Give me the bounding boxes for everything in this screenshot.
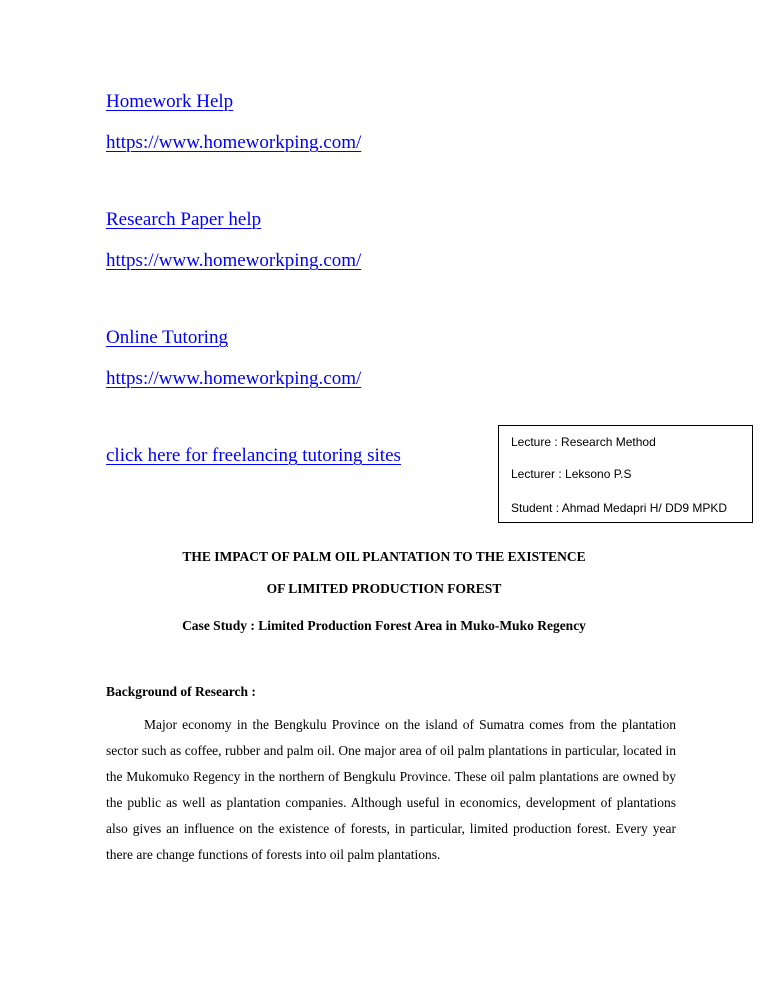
document-title-line-1: THE IMPACT OF PALM OIL PLANTATION TO THE EXISTENCE <box>182 549 586 564</box>
course-info-box <box>498 425 753 523</box>
background-section-heading: Background of Research : <box>106 684 256 699</box>
homework-help-url-link[interactable]: https://www.homeworkping.com/ <box>106 132 362 153</box>
research-paper-url-link[interactable]: https://www.homeworkping.com/ <box>106 250 362 271</box>
lecture-line: Lecture : Research Method <box>511 435 656 449</box>
freelancing-tutoring-link[interactable]: click here for freelancing tutoring sites <box>106 445 401 466</box>
background-paragraph: Major economy in the Bengkulu Province on the island of Sumatra comes from the plantation sector such as coffee, rubber and palm oil. One major area of oil palm plantations in particular, located in the Mukomuko Regency in the northern of Bengkulu Province. These oil palm plantations are owned by the public as well as plantation companies. Although useful in economics, development of plantations also gives an influence on the existence of forests, in particular, limited production forest. Every year there are change functions of forests into oil palm plantations. <box>106 717 676 862</box>
lecturer-line: Lecturer : Leksono P.S <box>511 467 632 481</box>
case-study-subtitle: Case Study : Limited Production Forest Area in Muko-Muko Regency <box>182 618 586 633</box>
homework-help-link[interactable]: Homework Help <box>106 91 234 112</box>
online-tutoring-url-link[interactable]: https://www.homeworkping.com/ <box>106 368 362 389</box>
online-tutoring-link[interactable]: Online Tutoring <box>106 327 228 348</box>
research-paper-help-link[interactable]: Research Paper help <box>106 209 262 230</box>
student-line: Student : Ahmad Medapri H/ DD9 MPKD <box>511 501 728 515</box>
document-title-line-2: OF LIMITED PRODUCTION FOREST <box>266 581 502 596</box>
